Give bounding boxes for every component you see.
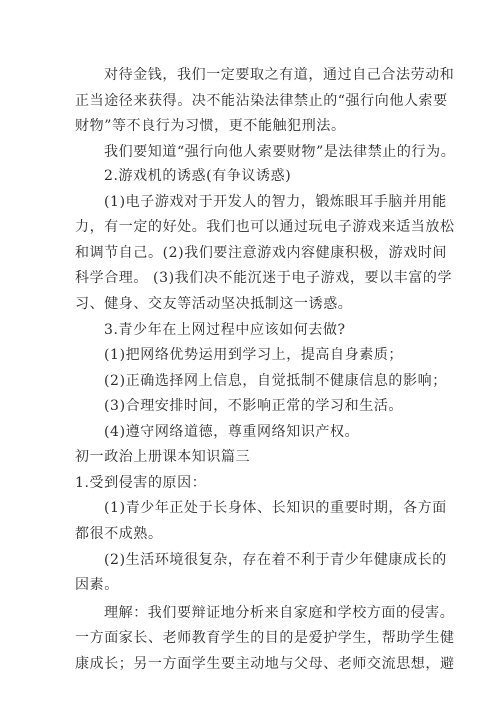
text-line: 因素。 xyxy=(75,577,119,593)
text-line: 对待金钱，我们一定要取之有道，通过自己合法劳动和 xyxy=(104,67,455,83)
text-line: 力，有一定的好处。我们也可以通过玩电子游戏来适当放松 xyxy=(75,219,455,235)
text-line: 都很不成熟。 xyxy=(75,526,163,542)
section-heading: 2.游戏机的诱惑(有争议诱惑) xyxy=(104,168,292,184)
text-line: (1)青少年正处于长身体、长知识的重要时期，各方面 xyxy=(104,500,447,516)
text-line: 科学合理。 (3)我们决不能沉迷于电子游戏，要以丰富的学 xyxy=(75,270,453,286)
list-item: (1)把网络优势运用到学习上，提高自身素质； xyxy=(104,347,404,363)
text-line: (2)生活环境很复杂，存在着不利于青少年健康成长的 xyxy=(104,552,447,568)
text-line: 我们要知道“强行向他人索要财物”是法律禁止的行为。 xyxy=(104,144,456,160)
text-line: 和调节自己。(2)我们要注意游戏内容健康积极，游戏时间 xyxy=(75,245,448,261)
section-heading: 1.受到侵害的原因： xyxy=(75,475,207,491)
text-line: (1)电子游戏对于开发人的智力，锻炼眼耳手脑并用能 xyxy=(104,194,447,210)
text-line: 财物”等不良行为习惯，更不能触犯刑法。 xyxy=(75,118,346,134)
list-item: (3)合理安排时间，不影响正常的学习和生活。 xyxy=(104,398,404,414)
text-line: 正当途径来获得。决不能沾染法律禁止的“强行向他人索要 xyxy=(75,93,448,109)
list-item: (4)遵守网络道德，尊重网络知识产权。 xyxy=(104,424,360,440)
text-line: 理解：我们要辩证地分析来自家庭和学校方面的侵害。 xyxy=(104,605,455,621)
list-item: (2)正确选择网上信息，自觉抵制不健康信息的影响； xyxy=(104,373,447,389)
text-line: 康成长；另一方面学生要主动地与父母、老师交流思想，避 xyxy=(75,656,455,672)
text-line: 习、健身、交友等活动坚决抵制这一诱惑。 xyxy=(75,296,353,312)
text-line: 一方面家长、老师教育学生的目的是爱护学生，帮助学生健 xyxy=(75,630,455,646)
chapter-title: 初一政治上册课本知识篇三 xyxy=(75,449,251,465)
section-heading: 3.青少年在上网过程中应该如何去做? xyxy=(104,322,346,338)
